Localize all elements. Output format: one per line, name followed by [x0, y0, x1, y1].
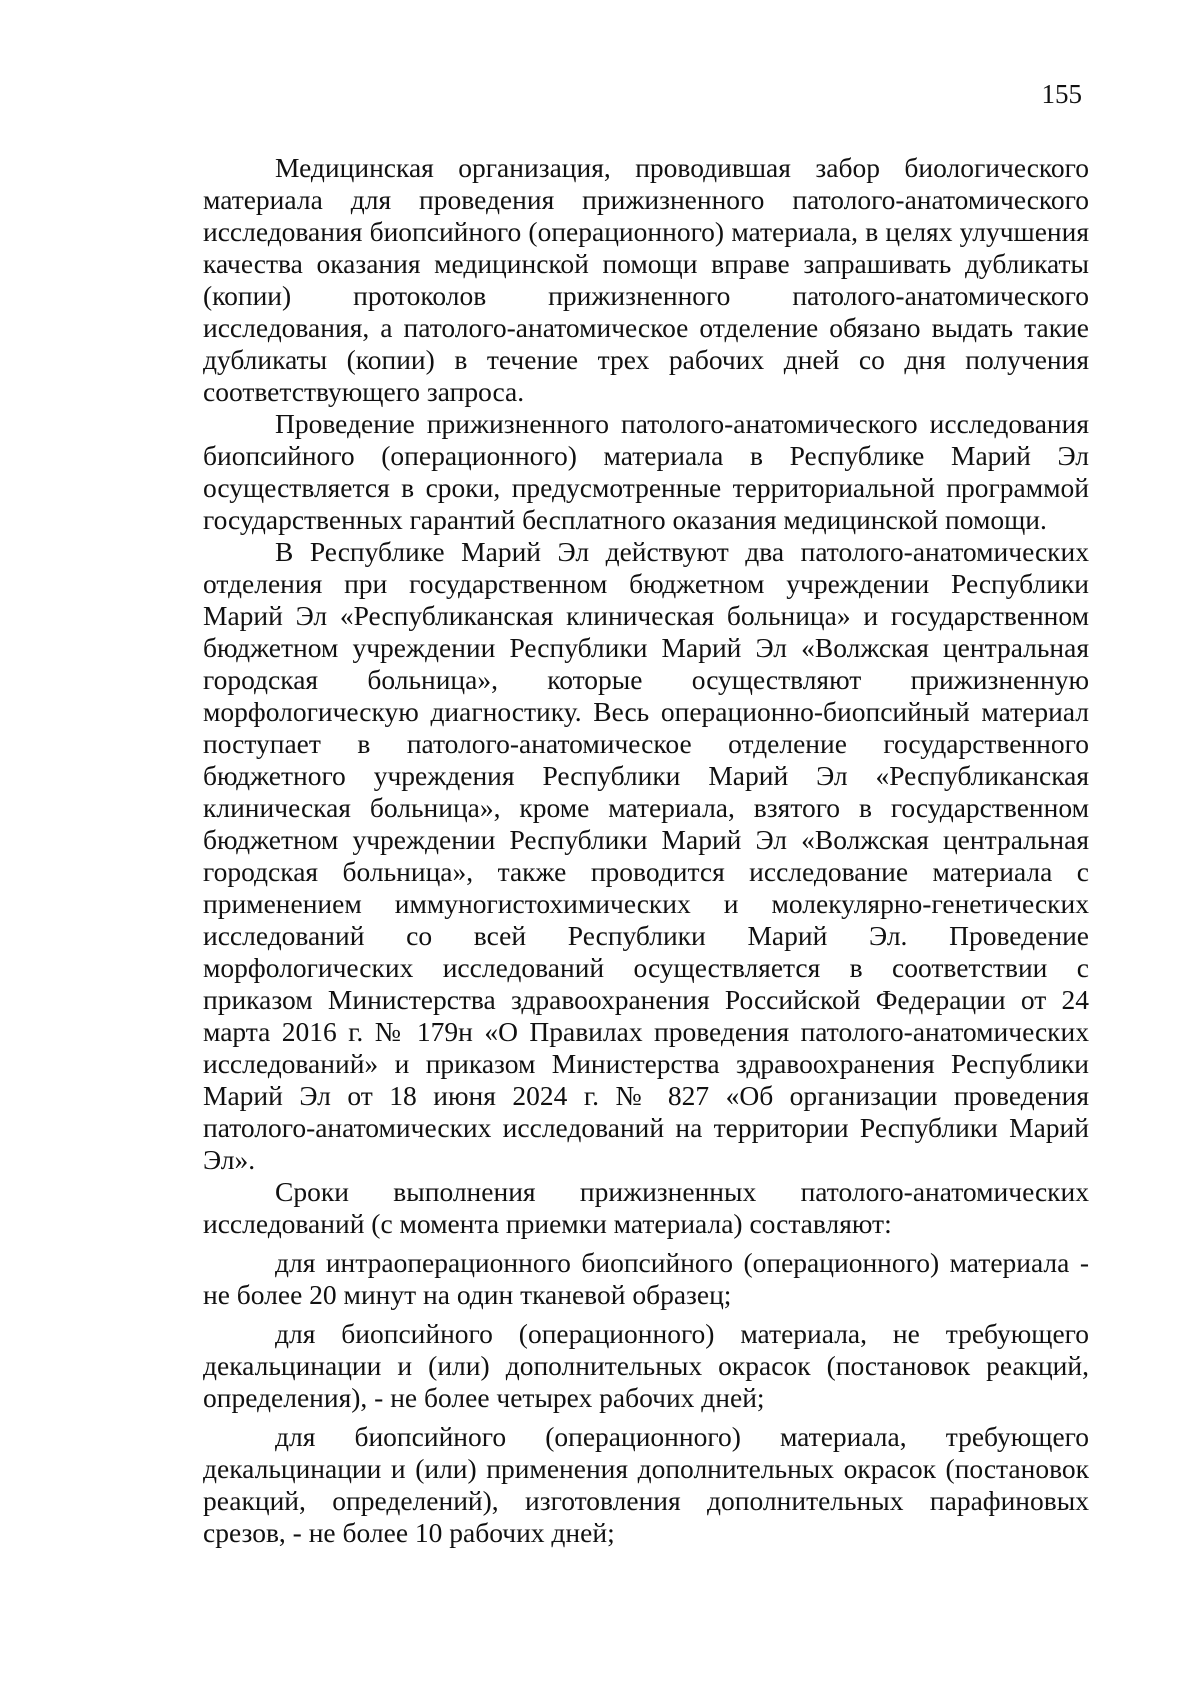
list-item-intraoperative: для интраоперационного биопсийного (операционного) материала - не более 20 минут на один тканевой образец; [203, 1247, 1089, 1310]
paragraph-duplicate-protocols: Медицинская организация, проводившая забор биологического материала для проведения прижизненного патолого-анатомического исследования биопсийного (операционного) материала, в целях улучшения качества оказания медицинской помощи вправе запрашивать дубликаты (копии) протоколов прижизненного патолого-анатомического исследования, а патолого-анатомическое отделение обязано выдать такие дубликаты (копии) в течение трех рабочих дней со дня получения соответствующего запроса. [203, 152, 1089, 407]
paragraph-deadlines-intro: Сроки выполнения прижизненных патолого-анатомических исследований (с момента приемки материала) составляют: [203, 1176, 1089, 1239]
list-item-no-decalcination: для биопсийного (операционного) материала, не требующего декальцинации и (или) дополнительных окрасок (постановок реакций, определения), - не более четырех рабочих дней; [203, 1318, 1089, 1413]
list-item-decalcination: для биопсийного (операционного) материала, требующего декальцинации и (или) применения дополнительных окрасок (постановок реакций, определений), изготовления дополнительных парафиновых срезов, - не более 10 рабочих дней; [203, 1421, 1089, 1548]
paragraph-pathology-departments: В Республике Марий Эл действуют два патолого-анатомических отделения при государственном бюджетном учреждении Республики Марий Эл «Республиканская клиническая больница» и государственном бюджетном учреждении Республики Марий Эл «Волжская центральная городская больница», которые осуществляют прижизненную морфологическую диагностику. Весь операционно-биопсийный материал поступает в патолого-анатомическое отделение государственного бюджетного учреждения Республики Марий Эл «Республиканская клиническая больница», кроме материала, взятого в государственном бюджетном учреждении Республики Марий Эл «Волжская центральная городская больница», также проводится исследование материала с применением иммуногистохимических и молекулярно-генетических исследований со всей Республики Марий Эл. Проведение морфологических исследований осуществляется в соответствии с приказом Министерства здравоохранения Российской Федерации от 24 марта 2016 г. № 179н «О Правилах проведения патолого-анатомических исследований» и приказом Министерства здравоохранения Республики Марий Эл от 18 июня 2024 г. № 827 «Об организации проведения патолого-анатомических исследований на территории Республики Марий Эл». [203, 536, 1089, 1175]
paragraph-examination-terms: Проведение прижизненного патолого-анатомического исследования биопсийного (операционного) материала в Республике Марий Эл осуществляется в сроки, предусмотренные территориальной программой государственных гарантий бесплатного оказания медицинской помощи. [203, 408, 1089, 535]
document-body [203, 152, 1089, 1549]
page-number: 155 [1041, 79, 1082, 109]
